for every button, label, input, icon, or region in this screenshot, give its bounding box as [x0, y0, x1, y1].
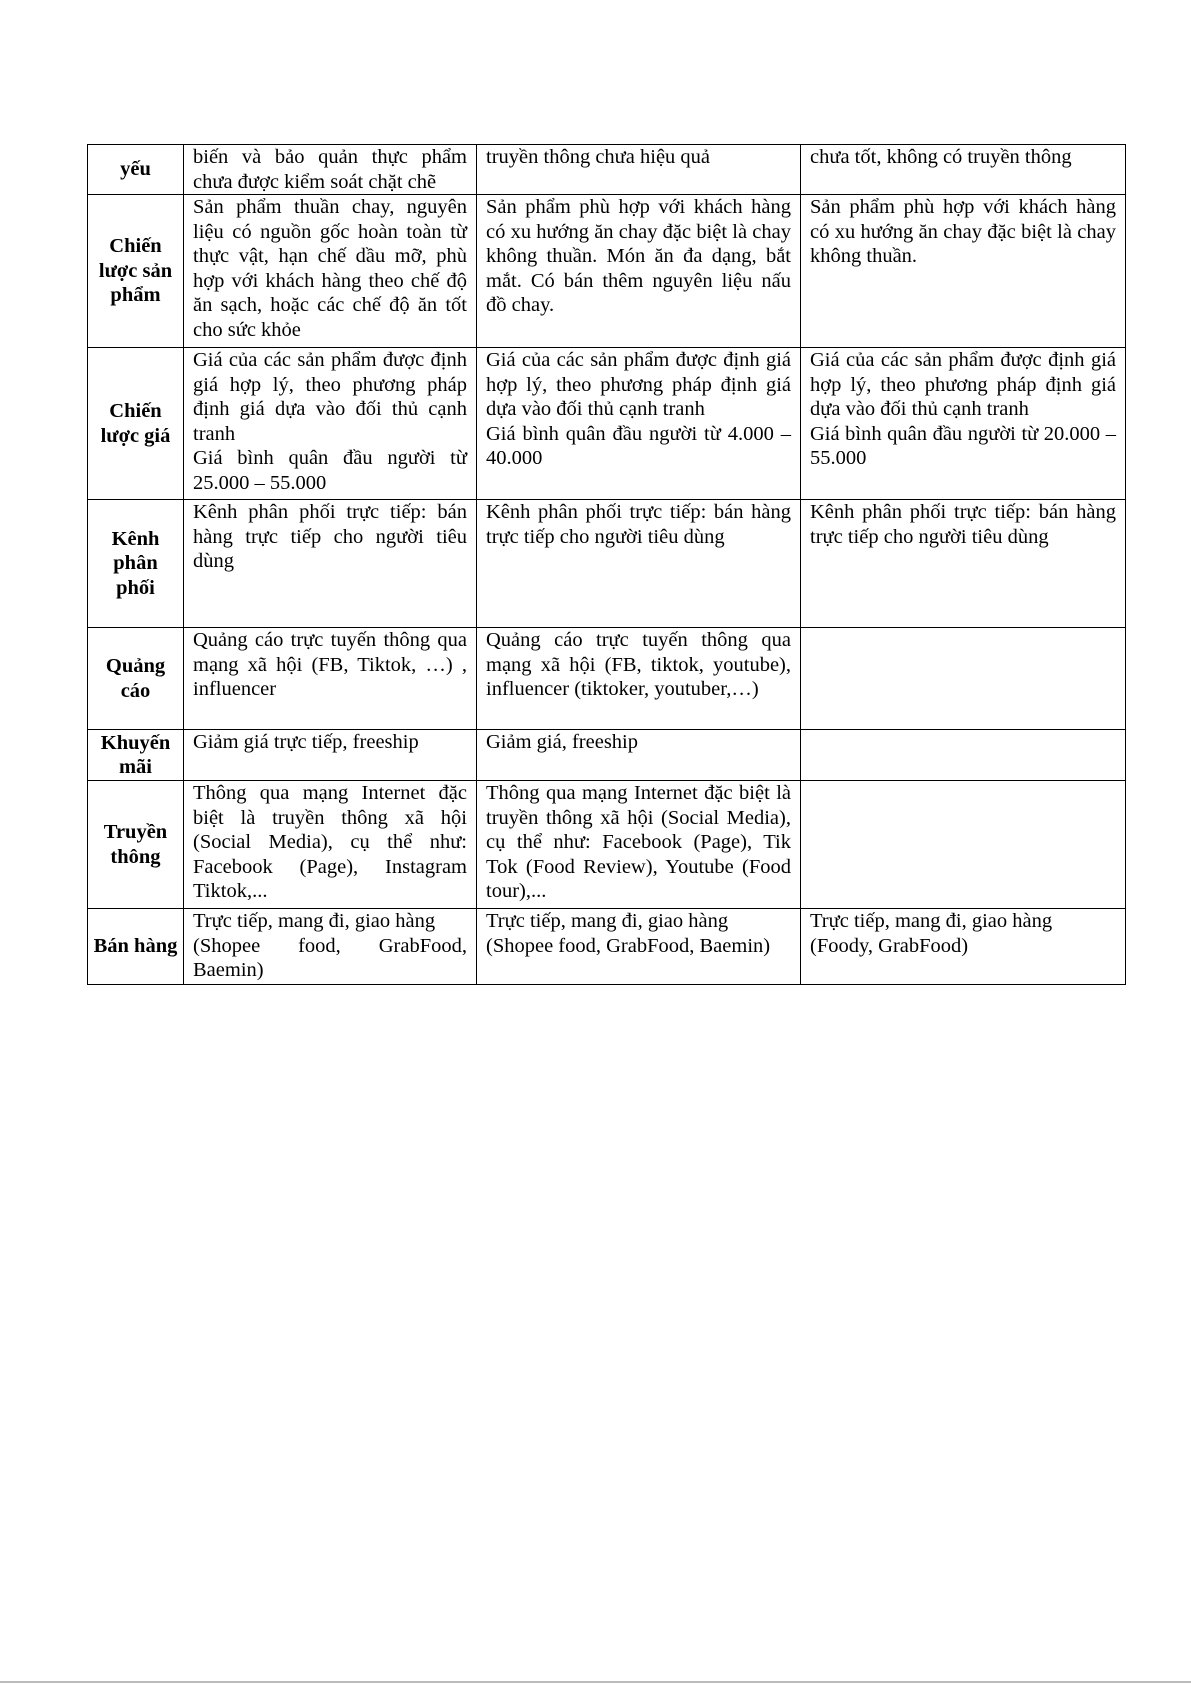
cell-text: Trực tiếp, mang đi, giao hàng [810, 910, 1053, 932]
table-cell: Giảm giá trực tiếp, freeship [184, 730, 477, 781]
cell-text: Trực tiếp, mang đi, giao hàng [486, 910, 729, 932]
row-label: Kênh phân phối [88, 500, 184, 628]
cell-text: Giá bình quân đầu người từ 4.000 – 40.000 [486, 422, 791, 469]
cell-text: Giá của các sản phẩm được định giá hợp lý, theo phương pháp định giá dựa vào đối thủ cạnh tranh [486, 349, 791, 420]
table-cell: Quảng cáo trực tuyến thông qua mạng xã hội (FB, tiktok, youtube), influencer (tiktoker, youtuber,…) [477, 628, 801, 730]
table-row-weakness [88, 145, 1126, 195]
table-cell [801, 730, 1126, 781]
cell-text: Giá bình quân đầu người từ 20.000 – 55.000 [810, 422, 1116, 469]
table-cell: chưa tốt, không có truyền thông [801, 145, 1126, 195]
table-row-advertising [88, 628, 1126, 730]
table-row-price-strategy [88, 348, 1126, 500]
row-label: Truyền thông [88, 781, 184, 909]
comparison-table [87, 144, 1126, 985]
table-row-communication [88, 781, 1126, 909]
cell-text: (Shopee food, GrabFood, Baemin) [193, 934, 467, 981]
cell-text: (Shopee food, GrabFood, Baemin) [486, 934, 771, 957]
table-cell: Sản phẩm thuần chay, nguyên liệu có nguồn gốc hoàn toàn từ thực vật, hạn chế dầu mỡ, phù hợp với khách hàng theo chế độ ăn sạch, hoặc các chế độ ăn tốt cho sức khỏe [184, 195, 477, 348]
table-cell: Thông qua mạng Internet đặc biệt là truyền thông xã hội (Social Media), cụ thể như: Facebook (Page), Instagram Tiktok,... [184, 781, 477, 909]
table-row-distribution [88, 500, 1126, 628]
table-cell [801, 909, 1126, 985]
cell-text: Trực tiếp, mang đi, giao hàng [193, 910, 436, 932]
row-label: Chiến lược sản phẩm [88, 195, 184, 348]
row-label: Chiến lược giá [88, 348, 184, 500]
row-label: Bán hàng [88, 909, 184, 985]
page-bottom-rule [0, 1681, 1191, 1683]
table-row-promotion [88, 730, 1126, 781]
table-cell: Sản phẩm phù hợp với khách hàng có xu hướng ăn chay đặc biệt là chay không thuần. Món ăn đa dạng, bắt mắt. Có bán thêm nguyên liệu nấu đồ chay. [477, 195, 801, 348]
table-cell: truyền thông chưa hiệu quả [477, 145, 801, 195]
table-cell: Sản phẩm phù hợp với khách hàng có xu hướng ăn chay đặc biệt là chay không thuần. [801, 195, 1126, 348]
cell-text: (Foody, GrabFood) [810, 934, 969, 957]
table-cell [184, 909, 477, 985]
table-cell [477, 909, 801, 985]
table-cell: biến và bảo quản thực phẩm chưa được kiểm soát chặt chẽ [184, 145, 477, 195]
cell-text: Giá bình quân đầu người từ 25.000 – 55.000 [193, 447, 467, 494]
table-cell [801, 628, 1126, 730]
table-cell: Thông qua mạng Internet đặc biệt là truyền thông xã hội (Social Media), cụ thể như: Facebook (Page), Tik Tok (Food Review), Youtube (Food tour),... [477, 781, 801, 909]
table-row-product-strategy [88, 195, 1126, 348]
table-cell: Kênh phân phối trực tiếp: bán hàng trực tiếp cho người tiêu dùng [801, 500, 1126, 628]
table-cell: Quảng cáo trực tuyến thông qua mạng xã hội (FB, Tiktok, …) , influencer [184, 628, 477, 730]
table-cell [801, 781, 1126, 909]
table-row-sales [88, 909, 1126, 985]
table-cell [477, 348, 801, 500]
cell-text: Giá của các sản phẩm được định giá hợp lý, theo phương pháp định giá dựa vào đối thủ cạnh tranh [810, 349, 1116, 420]
table-cell [801, 348, 1126, 500]
row-label: Quảng cáo [88, 628, 184, 730]
row-label: Khuyến mãi [88, 730, 184, 781]
table-cell: Giảm giá, freeship [477, 730, 801, 781]
row-label: yếu [88, 145, 184, 195]
table-cell: Kênh phân phối trực tiếp: bán hàng trực tiếp cho người tiêu dùng [184, 500, 477, 628]
table-cell: Kênh phân phối trực tiếp: bán hàng trực tiếp cho người tiêu dùng [477, 500, 801, 628]
cell-text: Giá của các sản phẩm được định giá hợp lý, theo phương pháp định giá dựa vào đối thủ cạnh tranh [193, 349, 467, 445]
table-cell [184, 348, 477, 500]
